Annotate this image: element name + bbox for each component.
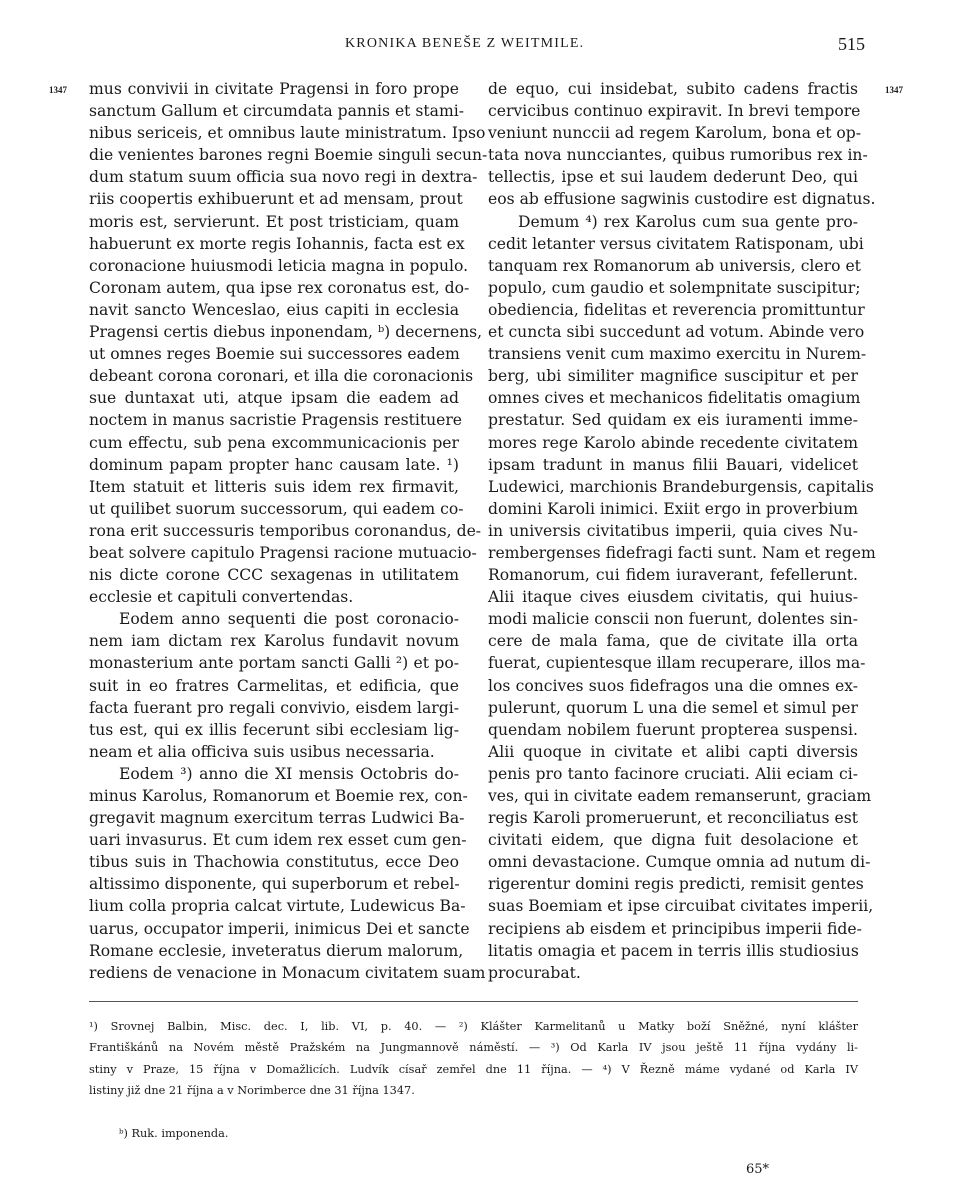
- right-column-line: transiens venit cum maximo exercitu in Nurem-: [488, 345, 867, 364]
- right-column-line: Romanorum, cui fidem iuraverant, fefellerunt.: [488, 566, 858, 585]
- right-column-line: et cuncta sibi succedunt ad votum. Abinde vero: [488, 323, 865, 342]
- right-column-line: tellectis, ipse et sui laudem dederunt Deo, qui: [488, 168, 858, 187]
- left-column-line: ut quilibet suorum successorum, qui eadem co-: [89, 499, 464, 518]
- margin-year-left: 1347: [49, 85, 67, 95]
- footnote-line: stiny v Praze, 15 října v Domažlicích. Ludvík císař zemřel dne 11 října. — ⁴) V Řezně máme vydané od Karla IV: [89, 1062, 858, 1076]
- left-column-line: Coronam autem, qua ipse rex coronatus est, do-: [89, 278, 470, 297]
- page-number: 515: [838, 34, 865, 54]
- footnotes: [89, 1016, 858, 1144]
- right-column-line: civitati eidem, que digna fuit desolacione et: [488, 831, 858, 850]
- right-column-line: pulerunt, quorum L una die semel et simul per: [488, 698, 858, 717]
- left-column-line: nibus sericeis, et omnibus laute ministratum. Ipso: [89, 124, 486, 143]
- right-column-line: ipsam tradunt in manus filii Bauari, videlicet: [488, 455, 858, 474]
- left-column-line: die venientes barones regni Boemie singuli secun-: [89, 146, 488, 165]
- right-column-line: modi malicie conscii non fuerunt, dolentes sin-: [488, 610, 858, 629]
- right-column-line: los concives suos fidefragos una die omnes ex-: [488, 676, 858, 695]
- running-title: KRONIKA BENEŠE Z WEITMILE.: [345, 36, 585, 51]
- left-column-line: habuerunt ex morte regis Iohannis, facta est ex: [89, 234, 465, 253]
- right-column-line: ves, qui in civitate eadem remanserunt, graciam: [488, 787, 872, 805]
- left-column-line: tibus suis in Thachowia constitutus, ecce Deo: [89, 853, 459, 872]
- left-column-line: debeant corona coronari, et illa die coronacionis: [89, 367, 474, 386]
- right-column-line: mores rege Karolo abinde recedente civitatem: [488, 433, 858, 452]
- right-column-line: prestatur. Sed quidam ex eis iuramenti imme-: [488, 411, 858, 430]
- left-column-line: ecclesie et capituli convertendas.: [89, 588, 354, 607]
- right-column-line: Demum ⁴) rex Karolus cum sua gente pro-: [518, 212, 858, 231]
- right-text-column: [488, 78, 876, 984]
- right-column-line: rigerentur domini regis predicti, remisit gentes: [488, 875, 864, 894]
- right-column-line: Alii quoque in civitate et alibi capti diversis: [488, 742, 858, 761]
- left-column-line: Romane ecclesie, inveteratus dierum malorum,: [89, 941, 464, 960]
- margin-year-right: 1347: [885, 85, 903, 95]
- right-column-line: tata nova nuncciantes, quibus rumoribus rex in-: [488, 146, 868, 165]
- left-column-line: cum effectu, sub pena excommunicacionis per: [89, 433, 459, 452]
- left-column-line: altissimo disponente, qui superborum et rebel-: [89, 875, 460, 894]
- left-column-line: tus est, qui ex illis fecerunt sibi ecclesiam lig-: [89, 720, 459, 739]
- left-column-line: facta fuerant pro regali convivio, eisdem largi-: [89, 698, 459, 717]
- right-column-line: cervicibus continuo expiravit. In brevi tempore: [488, 102, 861, 121]
- footnote-line: listiny již dne 21 října a v Norimberce dne 31 října 1347.: [89, 1084, 415, 1098]
- left-column-line: lium colla propria calcat virtute, Ludewicus Ba-: [89, 897, 466, 916]
- left-column-line: Eodem anno sequenti die post coronacio-: [119, 610, 459, 629]
- left-column-line: rona erit successuris temporibus coronandus, de-: [89, 521, 482, 540]
- right-column-line: cere de mala fama, que de civitate illa orta: [488, 632, 858, 651]
- right-column-line: berg, ubi similiter magnifice suscipitur et per: [488, 367, 858, 386]
- left-column-line: dominum papam propter hanc causam late. ¹): [89, 455, 459, 474]
- right-column-line: domini Karoli inimici. Exiit ergo in proverbium: [488, 499, 858, 518]
- left-column-line: Eodem ³) anno die XI mensis Octobris do-: [119, 764, 459, 783]
- left-column-line: moris est, servierunt. Et post tristiciam, quam: [89, 212, 459, 231]
- left-column-line: gregavit magnum exercitum terras Ludwici Ba-: [89, 809, 465, 828]
- right-column-line: omni devastacione. Cumque omnia ad nutum di-: [488, 853, 871, 872]
- signature-mark: 65*: [746, 1162, 770, 1177]
- left-column-line: uari invasurus. Et cum idem rex esset cum gen-: [89, 831, 467, 850]
- right-column-line: recipiens ab eisdem et principibus imperii fide-: [488, 919, 862, 938]
- right-column-line: eos ab effusione sagwinis custodire est dignatus.: [488, 190, 876, 209]
- right-column-line: omnes cives et mechanicos fidelitatis omagium: [488, 389, 861, 408]
- left-text-column: [89, 78, 488, 984]
- left-column-line: beat solvere capitulo Pragensi racione mutuacio-: [89, 543, 477, 562]
- right-column-line: Alii itaque cives eiusdem civitatis, qui huius-: [488, 588, 858, 607]
- left-column-line: riis coopertis exhibuerunt et ad mensam, prout: [89, 190, 463, 209]
- left-column-line: nem iam dictam rex Karolus fundavit novum: [89, 632, 459, 651]
- right-column-line: veniunt nunccii ad regem Karolum, bona et op-: [488, 124, 862, 143]
- left-column-line: suit in eo fratres Carmelitas, et edificia, que: [89, 676, 459, 695]
- left-column-line: dum statum suum officia sua novo regi in dextra-: [89, 168, 478, 187]
- right-column-line: penis pro tanto facinore cruciati. Alii eciam ci-: [488, 764, 858, 783]
- left-column-line: monasterium ante portam sancti Galli ²) et po-: [89, 654, 459, 673]
- variant-note: ᵇ) Ruk. imponenda.: [119, 1126, 229, 1140]
- left-column-line: nis dicte corone CCC sexagenas in utilitatem: [89, 566, 459, 585]
- left-column-line: sue duntaxat uti, atque ipsam die eadem ad: [89, 389, 459, 408]
- footnote-line: Františkánů na Novém městě Pražském na Jungmannově náměstí. — ³) Od Karla IV jsou ještě 11 října vydány li-: [89, 1041, 858, 1055]
- right-column-line: Ludewici, marchionis Brandeburgensis, capitalis: [488, 477, 874, 496]
- right-column-line: de equo, cui insidebat, subito cadens fractis: [488, 80, 858, 98]
- right-column-line: litatis omagia et pacem in terris illis studiosius: [488, 941, 859, 960]
- right-column-line: quendam nobilem fuerunt propterea suspensi.: [488, 720, 858, 739]
- left-column-line: neam et alia officiva suis usibus necessaria.: [89, 742, 435, 761]
- left-column-line: rediens de venacione in Monacum civitatem suam: [89, 963, 486, 982]
- left-column-line: Pragensi certis diebus inponendam, ᵇ) decernens,: [89, 323, 483, 342]
- right-column-line: cedit letanter versus civitatem Ratisponam, ubi: [488, 234, 864, 253]
- right-column-line: fuerat, cupientesque illam recuperare, illos ma-: [488, 654, 866, 673]
- right-column-line: populo, cum gaudio et solempnitate suscipitur;: [488, 278, 861, 297]
- right-column-line: procurabat.: [488, 963, 581, 982]
- right-column-line: rembergenses fidefragi facti sunt. Nam et regem: [488, 543, 876, 562]
- left-column-line: mus convivii in civitate Pragensi in foro prope: [89, 80, 459, 98]
- left-column-line: coronacione huiusmodi leticia magna in populo.: [89, 256, 469, 275]
- footnote-separator: [89, 1001, 858, 1002]
- left-column-line: navit sancto Wenceslao, eius capiti in ecclesia: [89, 300, 459, 319]
- left-column-line: Item statuit et litteris suis idem rex firmavit,: [89, 477, 459, 496]
- left-column-line: minus Karolus, Romanorum et Boemie rex, con-: [89, 787, 468, 805]
- right-column-line: tanquam rex Romanorum ab universis, clero et: [488, 256, 861, 275]
- left-column-line: noctem in manus sacristie Pragensis restituere: [89, 411, 463, 430]
- left-column-line: sanctum Gallum et circumdata pannis et stami-: [89, 102, 465, 121]
- right-column-line: in universis civitatibus imperii, quia cives Nu-: [488, 521, 858, 540]
- right-column-line: regis Karoli promeruerunt, et reconciliatus est: [488, 809, 858, 828]
- footnote-line: ¹) Srovnej Balbin, Misc. dec. I, lib. VI, p. 40. — ²) Klášter Karmelitanů u Matky boží Sněžné, nyní klášter: [89, 1020, 858, 1033]
- left-column-line: uarus, occupator imperii, inimicus Dei et sancte: [89, 919, 470, 938]
- right-column-line: obediencia, fidelitas et reverencia promittuntur: [488, 300, 865, 319]
- right-column-line: suas Boemiam et ipse circuibat civitates imperii,: [488, 897, 874, 916]
- left-column-line: ut omnes reges Boemie sui successores eadem: [89, 345, 460, 364]
